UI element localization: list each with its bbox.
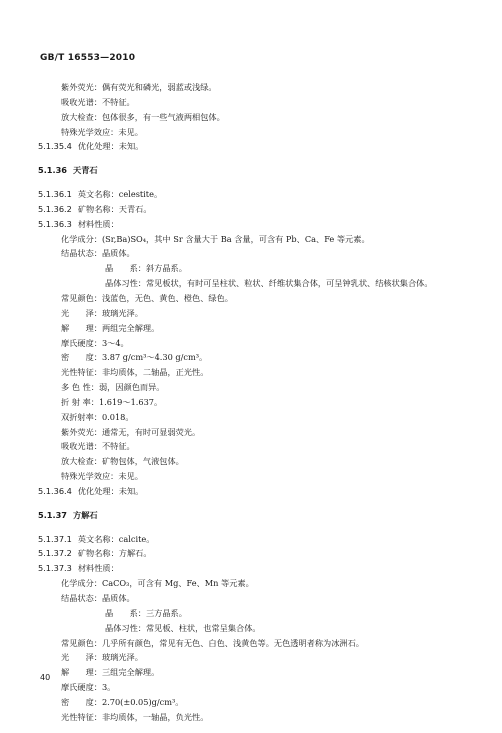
clause-number: 5.1.36.1	[38, 189, 72, 200]
text-line	[0, 95, 502, 110]
text-line	[0, 425, 502, 440]
text-line	[0, 276, 502, 291]
text-line	[0, 454, 502, 469]
text-line	[0, 202, 502, 217]
clause-text: 摩氏硬度：3～4。	[61, 337, 129, 348]
text-line	[0, 532, 502, 547]
clause-text: 化学成分：(Sr,Ba)SO₄，其中 Sr 含量大于 Ba 含量，可含有 Pb、Ca、Fe 等元素。	[61, 233, 370, 244]
text-line	[0, 261, 502, 276]
clause-text: 解 理：三组完全解理。	[61, 667, 160, 678]
clause-text: 结晶状态：晶质体。	[61, 248, 135, 259]
clause-text: 矿物名称：天青石。	[77, 203, 152, 214]
text-line	[0, 139, 502, 154]
clause-text: 折 射 率：1.619～1.637。	[61, 396, 163, 407]
text-line	[0, 365, 502, 380]
clause-text: 密 度：2.70(±0.05)g/cm³。	[61, 696, 184, 707]
text-line	[0, 336, 502, 351]
clause-text: 多 色 性：弱，因颜色而异。	[61, 382, 165, 393]
text-line	[0, 650, 502, 665]
text-line	[0, 680, 502, 695]
text-line	[0, 710, 502, 725]
clause-number: 5.1.37	[38, 509, 68, 520]
clause-text: 吸收光谱：不特征。	[61, 96, 135, 107]
text-line	[0, 395, 502, 410]
clause-text: 天青石	[73, 165, 98, 176]
clause-number: 5.1.37.2	[38, 548, 72, 559]
clause-number: 5.1.37.3	[38, 563, 72, 574]
text-line	[0, 606, 502, 621]
clause-text: 紫外荧光：通常无，有时可显弱荧光。	[61, 426, 201, 437]
section-heading	[0, 163, 502, 178]
clause-text: 方解石	[73, 509, 98, 520]
clause-text: 英文名称：calcite。	[77, 533, 155, 544]
clause-text: 晶 系：斜方晶系。	[105, 263, 187, 274]
paragraph-gap	[0, 178, 502, 187]
text-line	[0, 246, 502, 261]
clause-text: 光性特征：非均质体，一轴晶，负光性。	[61, 711, 209, 722]
text-line	[0, 217, 502, 232]
clause-text: 双折射率：0.018。	[61, 411, 134, 422]
document-body	[0, 80, 502, 725]
clause-number: 5.1.37.1	[38, 533, 72, 544]
text-line	[0, 561, 502, 576]
clause-text: 摩氏硬度：3。	[61, 682, 116, 693]
paragraph-gap	[0, 523, 502, 532]
text-line	[0, 232, 502, 247]
clause-text: 晶体习性：常见板状，有时可呈柱状、粒状、纤维状集合体，可呈钟乳状、结核状集合体。	[105, 278, 433, 289]
text-line	[0, 291, 502, 306]
text-line	[0, 350, 502, 365]
clause-text: 矿物名称：方解石。	[77, 548, 152, 559]
text-line	[0, 484, 502, 499]
clause-text: 材料性质：	[77, 218, 119, 229]
paragraph-gap	[0, 499, 502, 508]
clause-text: 晶 系：三方晶系。	[105, 607, 187, 618]
text-line	[0, 380, 502, 395]
text-line	[0, 80, 502, 95]
clause-text: 优化处理：未知。	[77, 485, 144, 496]
clause-text: 解 理：两组完全解理。	[61, 322, 160, 333]
text-line	[0, 621, 502, 636]
section-heading	[0, 508, 502, 523]
text-line	[0, 125, 502, 140]
text-line	[0, 110, 502, 125]
paragraph-gap	[0, 154, 502, 163]
text-line	[0, 439, 502, 454]
clause-text: 结晶状态：晶质体。	[61, 593, 135, 603]
text-line	[0, 546, 502, 561]
text-line	[0, 410, 502, 425]
text-line	[0, 321, 502, 336]
clause-text: 常见颜色：几乎所有颜色，常见有无色、白色、浅黄色等。无色透明者称为冰洲石。	[61, 637, 364, 648]
clause-text: 紫外荧光：偶有荧光和磷光，弱蓝或浅绿。	[61, 82, 217, 92]
standard-code-header: GB/T 16553—2010	[40, 53, 136, 63]
text-line	[0, 469, 502, 484]
clause-text: 吸收光谱：不特征。	[61, 441, 135, 452]
clause-text: 光性特征：非均质体，二轴晶，正光性。	[61, 367, 209, 378]
clause-text: 光 泽：玻璃光泽。	[61, 307, 143, 318]
clause-text: 常见颜色：浅蓝色，无色、黄色、橙色、绿色。	[61, 292, 233, 303]
clause-text: 特殊光学效应：未见。	[61, 126, 143, 137]
page-number: 40	[40, 673, 51, 682]
text-line	[0, 665, 502, 680]
clause-number: 5.1.36.3	[38, 218, 72, 229]
clause-text: 放大检查：包体很多，有一些气液两相包体。	[61, 111, 225, 122]
clause-text: 晶体习性：常见板、柱状，也常呈集合体。	[105, 622, 261, 633]
text-line	[0, 695, 502, 710]
clause-number: 5.1.35.4	[38, 141, 72, 152]
clause-number: 5.1.36.2	[38, 203, 72, 214]
text-line	[0, 306, 502, 321]
text-line	[0, 187, 502, 202]
clause-text: 放大检查：矿物包体，气液包体。	[61, 456, 184, 467]
clause-text: 化学成分：CaCO₃，可含有 Mg、Fe、Mn 等元素。	[61, 578, 254, 589]
clause-text: 英文名称：celestite。	[77, 189, 163, 200]
clause-number: 5.1.36	[38, 165, 68, 176]
clause-text: 特殊光学效应：未见。	[61, 471, 143, 482]
clause-number: 5.1.36.4	[38, 485, 72, 496]
clause-text: 优化处理：未知。	[77, 141, 144, 152]
clause-text: 光 泽：玻璃光泽。	[61, 652, 143, 663]
text-line	[0, 576, 502, 591]
clause-text: 材料性质：	[77, 563, 119, 574]
clause-text: 密 度：3.87 g/cm³～4.30 g/cm³。	[61, 352, 208, 363]
text-line	[0, 636, 502, 651]
text-line	[0, 591, 502, 606]
